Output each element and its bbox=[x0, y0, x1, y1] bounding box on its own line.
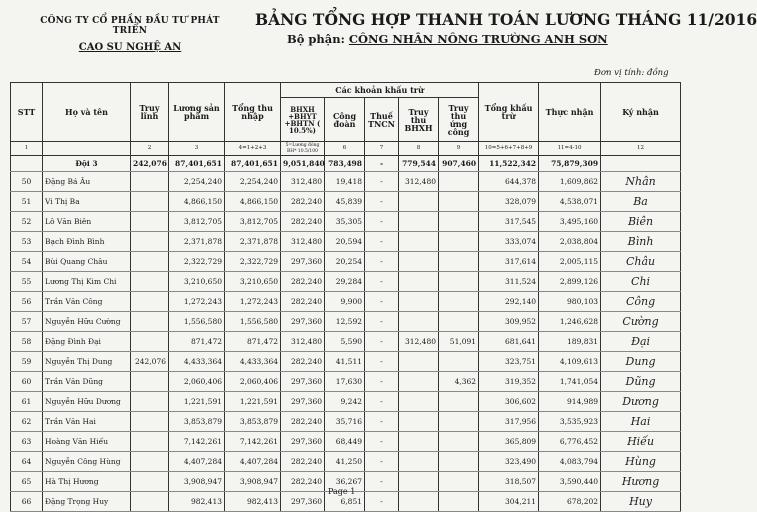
row-truy-bhxh: 312,480 bbox=[399, 332, 439, 352]
table-row bbox=[11, 172, 681, 192]
row-bhxh: 282,240 bbox=[281, 292, 325, 312]
index-cell: 4=1+2+3 bbox=[225, 142, 281, 156]
row-tong-thu-nhap: 3,908,947 bbox=[225, 472, 281, 492]
row-stt: 65 bbox=[11, 472, 43, 492]
index-cell: 3 bbox=[169, 142, 225, 156]
row-thue: - bbox=[365, 212, 399, 232]
row-stt: 58 bbox=[11, 332, 43, 352]
row-thue: - bbox=[365, 172, 399, 192]
row-signature: Chi bbox=[601, 272, 681, 292]
header-ky-nhan: Ký nhận bbox=[601, 83, 681, 142]
row-luong-sp: 1,221,591 bbox=[169, 392, 225, 412]
row-truy-ung: 4,362 bbox=[439, 372, 479, 392]
row-stt: 59 bbox=[11, 352, 43, 372]
table-row bbox=[11, 452, 681, 472]
row-bhxh: 297,360 bbox=[281, 312, 325, 332]
row-truy-linh bbox=[131, 232, 169, 252]
row-tong-thu-nhap: 4,433,364 bbox=[225, 352, 281, 372]
row-tong-khau-tru: 323,490 bbox=[479, 452, 539, 472]
table-row bbox=[11, 252, 681, 272]
index-cell: 1 bbox=[11, 142, 43, 156]
row-bhxh: 312,480 bbox=[281, 232, 325, 252]
row-luong-sp: 2,254,240 bbox=[169, 172, 225, 192]
row-cong-doan: 41,250 bbox=[325, 452, 365, 472]
row-thuc-nhan: 2,038,804 bbox=[539, 232, 601, 252]
row-truy-ung: 51,091 bbox=[439, 332, 479, 352]
row-name: Vi Thị Ba bbox=[43, 192, 131, 212]
row-stt: 62 bbox=[11, 412, 43, 432]
row-truy-ung bbox=[439, 492, 479, 512]
row-tong-khau-tru: 311,524 bbox=[479, 272, 539, 292]
row-thuc-nhan: 2,899,126 bbox=[539, 272, 601, 292]
row-tong-thu-nhap: 4,866,150 bbox=[225, 192, 281, 212]
row-truy-linh bbox=[131, 432, 169, 452]
table-row bbox=[11, 432, 681, 452]
row-name: Bạch Đình Bình bbox=[43, 232, 131, 252]
row-truy-linh bbox=[131, 332, 169, 352]
row-cong-doan: 35,305 bbox=[325, 212, 365, 232]
row-thuc-nhan: 3,535,923 bbox=[539, 412, 601, 432]
row-signature: Hương bbox=[601, 472, 681, 492]
row-thue: - bbox=[365, 192, 399, 212]
row-luong-sp: 2,371,878 bbox=[169, 232, 225, 252]
table-row bbox=[11, 232, 681, 252]
row-bhxh: 282,240 bbox=[281, 412, 325, 432]
row-luong-sp: 1,272,243 bbox=[169, 292, 225, 312]
row-tong-thu-nhap: 3,812,705 bbox=[225, 212, 281, 232]
row-thuc-nhan: 189,831 bbox=[539, 332, 601, 352]
row-tong-khau-tru: 323,751 bbox=[479, 352, 539, 372]
row-truy-bhxh bbox=[399, 412, 439, 432]
row-thuc-nhan: 1,609,862 bbox=[539, 172, 601, 192]
row-thuc-nhan: 914,989 bbox=[539, 392, 601, 412]
row-truy-bhxh bbox=[399, 492, 439, 512]
row-stt: 52 bbox=[11, 212, 43, 232]
table-row bbox=[11, 312, 681, 332]
row-stt: 66 bbox=[11, 492, 43, 512]
row-tong-thu-nhap: 1,221,591 bbox=[225, 392, 281, 412]
row-truy-ung bbox=[439, 352, 479, 372]
row-cong-doan: 19,418 bbox=[325, 172, 365, 192]
row-signature: Dũng bbox=[601, 372, 681, 392]
department-line bbox=[287, 32, 665, 46]
row-tong-thu-nhap: 3,210,650 bbox=[225, 272, 281, 292]
row-thuc-nhan: 980,103 bbox=[539, 292, 601, 312]
row-signature: Nhân bbox=[601, 172, 681, 192]
row-luong-sp: 871,472 bbox=[169, 332, 225, 352]
index-cell bbox=[43, 142, 131, 156]
row-truy-linh bbox=[131, 492, 169, 512]
header-deductions-group: Các khoản khấu trừ bbox=[281, 83, 479, 98]
row-stt: 64 bbox=[11, 452, 43, 472]
row-truy-linh bbox=[131, 172, 169, 192]
header-luong-san-pham: Lương sản phẩm bbox=[169, 83, 225, 142]
row-name: Đặng Trọng Huy bbox=[43, 492, 131, 512]
row-thue: - bbox=[365, 412, 399, 432]
header-truy-linh: Truy lĩnh bbox=[131, 83, 169, 142]
row-truy-ung bbox=[439, 252, 479, 272]
row-name: Nguyễn Hữu Dương bbox=[43, 392, 131, 412]
row-luong-sp: 2,060,406 bbox=[169, 372, 225, 392]
row-bhxh: 297,360 bbox=[281, 432, 325, 452]
row-tong-khau-tru: 318,507 bbox=[479, 472, 539, 492]
row-name: Lương Thị Kim Chi bbox=[43, 272, 131, 292]
team-stt bbox=[11, 156, 43, 172]
row-tong-thu-nhap: 982,413 bbox=[225, 492, 281, 512]
row-name: Hà Thị Hương bbox=[43, 472, 131, 492]
row-signature: Hiếu bbox=[601, 432, 681, 452]
row-truy-linh bbox=[131, 412, 169, 432]
row-signature: Châu bbox=[601, 252, 681, 272]
document-title: BẢNG TỔNG HỢP THANH TOÁN LƯƠNG THÁNG 11/2016 bbox=[255, 10, 757, 29]
row-cong-doan: 5,590 bbox=[325, 332, 365, 352]
row-truy-ung bbox=[439, 192, 479, 212]
team-truy-bhxh: 779,544 bbox=[399, 156, 439, 172]
row-truy-linh bbox=[131, 292, 169, 312]
row-signature: Ba bbox=[601, 192, 681, 212]
row-truy-ung bbox=[439, 452, 479, 472]
table-row bbox=[11, 272, 681, 292]
row-tong-khau-tru: 681,641 bbox=[479, 332, 539, 352]
row-truy-linh bbox=[131, 312, 169, 332]
row-truy-bhxh bbox=[399, 252, 439, 272]
row-signature: Hai bbox=[601, 412, 681, 432]
row-thue: - bbox=[365, 252, 399, 272]
row-truy-bhxh bbox=[399, 452, 439, 472]
row-truy-bhxh bbox=[399, 432, 439, 452]
row-tong-thu-nhap: 3,853,879 bbox=[225, 412, 281, 432]
row-thue: - bbox=[365, 272, 399, 292]
row-thue: - bbox=[365, 232, 399, 252]
row-cong-doan: 12,592 bbox=[325, 312, 365, 332]
row-tong-khau-tru: 317,956 bbox=[479, 412, 539, 432]
row-truy-ung bbox=[439, 312, 479, 332]
row-luong-sp: 7,142,261 bbox=[169, 432, 225, 452]
table-row bbox=[11, 392, 681, 412]
header-name: Họ và tên bbox=[43, 83, 131, 142]
index-cell: 7 bbox=[365, 142, 399, 156]
row-name: Nguyễn Thị Dung bbox=[43, 352, 131, 372]
row-truy-bhxh bbox=[399, 212, 439, 232]
row-thue: - bbox=[365, 332, 399, 352]
row-tong-khau-tru: 306,602 bbox=[479, 392, 539, 412]
row-bhxh: 297,360 bbox=[281, 492, 325, 512]
row-signature: Cường bbox=[601, 312, 681, 332]
row-signature: Dung bbox=[601, 352, 681, 372]
team-ky-nhan bbox=[601, 156, 681, 172]
department-name: CÔNG NHÂN NÔNG TRƯỜNG ANH SƠN bbox=[348, 32, 608, 46]
row-stt: 53 bbox=[11, 232, 43, 252]
row-truy-linh bbox=[131, 192, 169, 212]
row-thue: - bbox=[365, 312, 399, 332]
row-thuc-nhan: 3,590,440 bbox=[539, 472, 601, 492]
row-luong-sp: 2,322,729 bbox=[169, 252, 225, 272]
row-stt: 55 bbox=[11, 272, 43, 292]
row-thue: - bbox=[365, 452, 399, 472]
document-title-block bbox=[255, 10, 757, 46]
row-truy-ung bbox=[439, 212, 479, 232]
table-row bbox=[11, 192, 681, 212]
team-name: Đội 3 bbox=[43, 156, 131, 172]
header-truy-thu-ung: Truy thu ứng công bbox=[439, 98, 479, 142]
row-tong-khau-tru: 292,140 bbox=[479, 292, 539, 312]
header-truy-thu-bhxh: Truy thu BHXH bbox=[399, 98, 439, 142]
row-thue: - bbox=[365, 432, 399, 452]
index-cell: 5=Lương đóng BH* 10.5/100 bbox=[281, 142, 325, 156]
table-row bbox=[11, 372, 681, 392]
row-truy-ung bbox=[439, 472, 479, 492]
company-name-line1: CÔNG TY CỔ PHẦN ĐẦU TƯ PHÁT TRIỂN bbox=[40, 16, 220, 36]
row-thuc-nhan: 4,083,794 bbox=[539, 452, 601, 472]
row-truy-ung bbox=[439, 412, 479, 432]
row-bhxh: 282,240 bbox=[281, 452, 325, 472]
row-truy-linh bbox=[131, 472, 169, 492]
row-name: Đặng Đình Đại bbox=[43, 332, 131, 352]
row-truy-bhxh bbox=[399, 352, 439, 372]
row-truy-bhxh bbox=[399, 472, 439, 492]
row-thuc-nhan: 3,495,160 bbox=[539, 212, 601, 232]
header-thuc-nhan: Thực nhận bbox=[539, 83, 601, 142]
row-thue: - bbox=[365, 472, 399, 492]
row-luong-sp: 1,556,580 bbox=[169, 312, 225, 332]
row-truy-linh: 242,076 bbox=[131, 352, 169, 372]
row-name: Đặng Bá Âu bbox=[43, 172, 131, 192]
row-thuc-nhan: 6,776,452 bbox=[539, 432, 601, 452]
index-cell: 6 bbox=[325, 142, 365, 156]
row-name: Hoàng Văn Hiếu bbox=[43, 432, 131, 452]
table-row bbox=[11, 332, 681, 352]
row-signature: Biên bbox=[601, 212, 681, 232]
row-luong-sp: 4,433,364 bbox=[169, 352, 225, 372]
row-truy-ung bbox=[439, 432, 479, 452]
row-name: Trần Văn Công bbox=[43, 292, 131, 312]
row-stt: 63 bbox=[11, 432, 43, 452]
row-bhxh: 282,240 bbox=[281, 212, 325, 232]
row-signature: Hùng bbox=[601, 452, 681, 472]
row-name: Nguyễn Hữu Cường bbox=[43, 312, 131, 332]
row-cong-doan: 36,267 bbox=[325, 472, 365, 492]
row-luong-sp: 3,210,650 bbox=[169, 272, 225, 292]
company-header bbox=[30, 16, 230, 53]
row-thuc-nhan: 2,005,115 bbox=[539, 252, 601, 272]
row-name: Bùi Quang Châu bbox=[43, 252, 131, 272]
row-truy-ung bbox=[439, 172, 479, 192]
index-cell: 9 bbox=[439, 142, 479, 156]
row-bhxh: 312,480 bbox=[281, 332, 325, 352]
row-bhxh: 297,360 bbox=[281, 392, 325, 412]
team-cong-doan: 783,498 bbox=[325, 156, 365, 172]
row-stt: 56 bbox=[11, 292, 43, 312]
table-row bbox=[11, 412, 681, 432]
index-cell: 8 bbox=[399, 142, 439, 156]
row-tong-thu-nhap: 1,272,243 bbox=[225, 292, 281, 312]
row-name: Trần Văn Dũng bbox=[43, 372, 131, 392]
row-cong-doan: 45,839 bbox=[325, 192, 365, 212]
row-thue: - bbox=[365, 372, 399, 392]
row-bhxh: 297,360 bbox=[281, 372, 325, 392]
row-signature: Bình bbox=[601, 232, 681, 252]
team-thue: - bbox=[365, 156, 399, 172]
team-total-row bbox=[11, 156, 681, 172]
payroll-table bbox=[10, 82, 681, 512]
row-cong-doan: 20,594 bbox=[325, 232, 365, 252]
row-cong-doan: 41,511 bbox=[325, 352, 365, 372]
team-tong: 87,401,651 bbox=[225, 156, 281, 172]
row-thuc-nhan: 4,109,613 bbox=[539, 352, 601, 372]
row-truy-linh bbox=[131, 272, 169, 292]
row-cong-doan: 20,254 bbox=[325, 252, 365, 272]
row-signature: Huy bbox=[601, 492, 681, 512]
row-tong-khau-tru: 319,352 bbox=[479, 372, 539, 392]
row-tong-khau-tru: 309,952 bbox=[479, 312, 539, 332]
row-tong-thu-nhap: 2,322,729 bbox=[225, 252, 281, 272]
table-row bbox=[11, 352, 681, 372]
row-truy-ung bbox=[439, 272, 479, 292]
row-thuc-nhan: 1,246,628 bbox=[539, 312, 601, 332]
row-signature: Công bbox=[601, 292, 681, 312]
team-bhxh: 9,051,840 bbox=[281, 156, 325, 172]
team-truy-ung: 907,460 bbox=[439, 156, 479, 172]
row-cong-doan: 9,242 bbox=[325, 392, 365, 412]
team-thuc-nhan: 75,879,309 bbox=[539, 156, 601, 172]
row-thue: - bbox=[365, 392, 399, 412]
row-truy-bhxh bbox=[399, 372, 439, 392]
row-tong-thu-nhap: 7,142,261 bbox=[225, 432, 281, 452]
row-truy-bhxh bbox=[399, 192, 439, 212]
row-thuc-nhan: 1,741,054 bbox=[539, 372, 601, 392]
table-row bbox=[11, 292, 681, 312]
row-tong-thu-nhap: 871,472 bbox=[225, 332, 281, 352]
row-truy-bhxh bbox=[399, 292, 439, 312]
row-thuc-nhan: 4,538,071 bbox=[539, 192, 601, 212]
index-cell: 2 bbox=[131, 142, 169, 156]
row-tong-thu-nhap: 1,556,580 bbox=[225, 312, 281, 332]
row-truy-linh bbox=[131, 252, 169, 272]
row-tong-khau-tru: 317,614 bbox=[479, 252, 539, 272]
row-luong-sp: 3,812,705 bbox=[169, 212, 225, 232]
department-label: Bộ phận: bbox=[287, 32, 345, 46]
row-tong-khau-tru: 328,079 bbox=[479, 192, 539, 212]
row-tong-khau-tru: 644,378 bbox=[479, 172, 539, 192]
team-luong-sp: 87,401,651 bbox=[169, 156, 225, 172]
row-thue: - bbox=[365, 492, 399, 512]
row-tong-khau-tru: 333,074 bbox=[479, 232, 539, 252]
row-truy-linh bbox=[131, 372, 169, 392]
row-truy-linh bbox=[131, 212, 169, 232]
row-cong-doan: 35,716 bbox=[325, 412, 365, 432]
row-bhxh: 312,480 bbox=[281, 172, 325, 192]
row-tong-khau-tru: 365,809 bbox=[479, 432, 539, 452]
row-tong-thu-nhap: 2,254,240 bbox=[225, 172, 281, 192]
page-number: Page 1 bbox=[328, 487, 356, 496]
row-truy-ung bbox=[439, 292, 479, 312]
row-truy-bhxh bbox=[399, 312, 439, 332]
index-cell: 11=4-10 bbox=[539, 142, 601, 156]
row-luong-sp: 4,407,284 bbox=[169, 452, 225, 472]
row-luong-sp: 4,866,150 bbox=[169, 192, 225, 212]
row-stt: 50 bbox=[11, 172, 43, 192]
row-stt: 54 bbox=[11, 252, 43, 272]
header-stt: STT bbox=[11, 83, 43, 142]
header-cong-doan: Công đoàn bbox=[325, 98, 365, 142]
row-truy-linh bbox=[131, 392, 169, 412]
row-tong-thu-nhap: 2,060,406 bbox=[225, 372, 281, 392]
row-signature: Đại bbox=[601, 332, 681, 352]
row-truy-bhxh bbox=[399, 392, 439, 412]
row-luong-sp: 3,908,947 bbox=[169, 472, 225, 492]
row-truy-ung bbox=[439, 232, 479, 252]
team-truy-linh: 242,076 bbox=[131, 156, 169, 172]
row-luong-sp: 3,853,879 bbox=[169, 412, 225, 432]
row-name: Nguyễn Công Hùng bbox=[43, 452, 131, 472]
row-signature: Dương bbox=[601, 392, 681, 412]
header-tong-khau-tru: Tổng khấu trừ bbox=[479, 83, 539, 142]
row-tong-thu-nhap: 2,371,878 bbox=[225, 232, 281, 252]
row-name: Lô Văn Biên bbox=[43, 212, 131, 232]
row-bhxh: 282,240 bbox=[281, 472, 325, 492]
row-tong-khau-tru: 317,545 bbox=[479, 212, 539, 232]
header-thue: Thuế TNCN bbox=[365, 98, 399, 142]
company-name-line2: CAO SU NGHỆ AN bbox=[78, 42, 182, 53]
row-cong-doan: 17,630 bbox=[325, 372, 365, 392]
row-tong-thu-nhap: 4,407,284 bbox=[225, 452, 281, 472]
row-bhxh: 282,240 bbox=[281, 272, 325, 292]
row-thue: - bbox=[365, 352, 399, 372]
index-cell: 10=5+6+7+8+9 bbox=[479, 142, 539, 156]
header-bhxh: BHXH +BHYT +BHTN ( 10.5%) bbox=[281, 98, 325, 142]
row-tong-khau-tru: 304,211 bbox=[479, 492, 539, 512]
team-tong-kt: 11,522,342 bbox=[479, 156, 539, 172]
row-cong-doan: 29,284 bbox=[325, 272, 365, 292]
header-tong-thu-nhap: Tổng thu nhập bbox=[225, 83, 281, 142]
row-luong-sp: 982,413 bbox=[169, 492, 225, 512]
row-bhxh: 297,360 bbox=[281, 252, 325, 272]
index-cell: 12 bbox=[601, 142, 681, 156]
row-cong-doan: 9,900 bbox=[325, 292, 365, 312]
table-row bbox=[11, 212, 681, 232]
currency-unit-note: Đơn vị tính: đồng bbox=[594, 68, 669, 78]
row-stt: 57 bbox=[11, 312, 43, 332]
row-cong-doan: 68,449 bbox=[325, 432, 365, 452]
row-bhxh: 282,240 bbox=[281, 352, 325, 372]
row-stt: 51 bbox=[11, 192, 43, 212]
row-truy-bhxh bbox=[399, 272, 439, 292]
row-thue: - bbox=[365, 292, 399, 312]
row-stt: 61 bbox=[11, 392, 43, 412]
row-truy-bhxh bbox=[399, 232, 439, 252]
row-stt: 60 bbox=[11, 372, 43, 392]
row-truy-linh bbox=[131, 452, 169, 472]
row-name: Trần Văn Hai bbox=[43, 412, 131, 432]
row-truy-bhxh: 312,480 bbox=[399, 172, 439, 192]
row-truy-ung bbox=[439, 392, 479, 412]
row-thuc-nhan: 678,202 bbox=[539, 492, 601, 512]
row-bhxh: 282,240 bbox=[281, 192, 325, 212]
row-cong-doan: 6,851 bbox=[325, 492, 365, 512]
